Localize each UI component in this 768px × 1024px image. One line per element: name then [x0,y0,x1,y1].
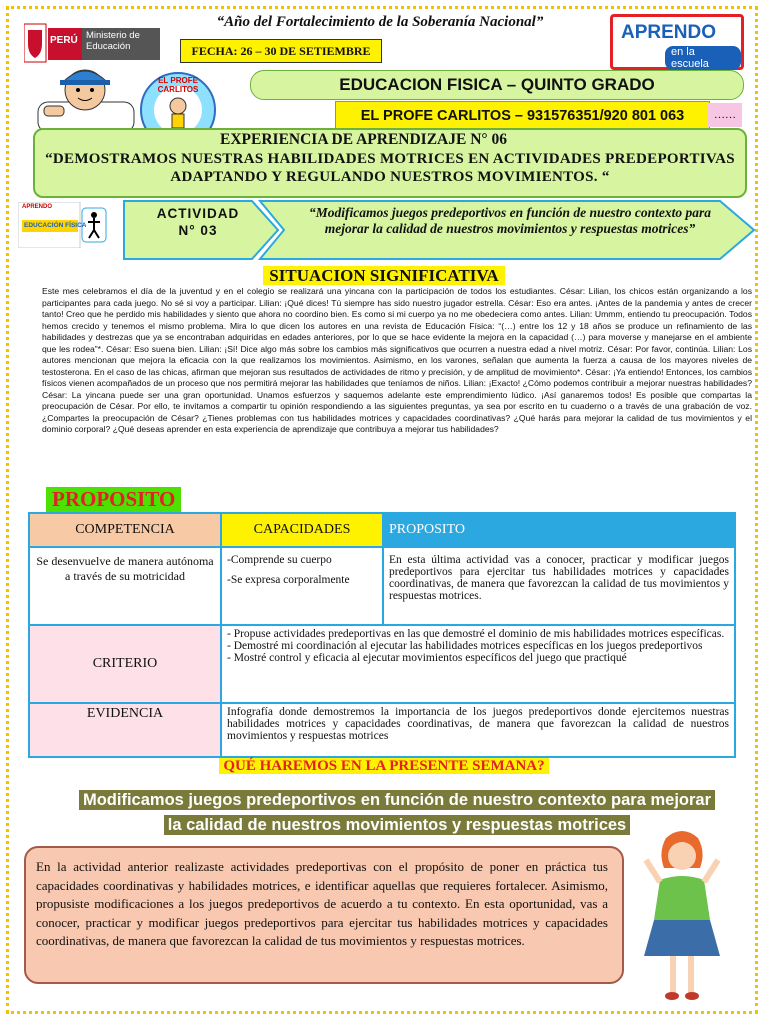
capacity-item: -Se expresa corporalmente [227,574,350,586]
aprendo-logo [610,14,744,70]
competence-cell: Se desenvuelve de manera autónoma a través de su motricidad [29,547,221,625]
week-heading: QUÉ HAREMOS EN LA PRESENTE SEMANA? [219,758,548,774]
activity-label-word: ACTIVIDAD [156,206,240,221]
situation-heading: SITUACION SIGNIFICATIVA [263,266,504,285]
header-capacities: CAPACIDADES [221,513,383,547]
date-label: FECHA: 26 – 30 DE SETIEMBRE [180,39,382,63]
edu-logo-label: EDUCACIÓN FÍSICA [24,222,87,229]
ministry-name: Ministerio de Educación [86,30,140,52]
intro-text: En la actividad anterior realizaste actividades predeportivas con el propósito de poner en práctica tus capacidades coordinativas y habilidades motrices, e identificar aquellas que requieres fortalecer. Asimismo, propusiste modificaciones a los juegos predeportivos de acuerdo a tu contexto. En esta oportunidad, vas a conocer, practicar y modificar juegos predeportivos para ejercitar tus habilidades motrices y capacidades coordinativas, de manera que favorezcan la calidad de tus movimientos y respuestas motrices. [36,859,608,948]
edu-logo-top: APRENDO [22,204,53,210]
header-purpose: PROPOSITO [383,513,735,547]
evidence-cell: Infografía donde demostremos la importancia de los juegos predeportivos donde ejercitemos nuestras habilidades motrices y capacidades coordinativas, de manera que favorezcan la calidad de nuestros movimientos y respuestas motrices [221,703,735,757]
activity-number [138,205,258,239]
criterion-item: - Demostré mi coordinación al ejecutar las habilidades motrices específicas en los juegos predeportivos [227,640,703,652]
purpose-cell: En esta última actividad vas a conocer, practicar y modificar juegos predeportivos para ejercitar tus habilidades motrices y capacidades coordinativas, de manera que favorezcan la calidad de tus movimientos y respuestas motrices. [383,547,735,625]
criterion-item: - Propuse actividades predeportivas en las que demostré el dominio de mis habilidades motrices específicas. [227,628,725,640]
capacities-cell [221,547,383,625]
criterion-label: CRITERIO [29,625,221,703]
girl-illustration [636,828,728,1004]
criteria-cell [221,625,735,703]
evidence-label: EVIDENCIA [29,703,221,757]
experience-title: EXPERIENCIA DE APRENDIZAJE N° 06 [220,131,507,148]
badge-text: EL PROFE CARLITOS [157,76,199,94]
competence-table [28,512,736,758]
criterion-item: - Mostré control y eficacia al ejecutar movimientos específicos del juego que practiqué [227,652,627,664]
aprendo-subtitle: en la escuela [665,46,741,70]
year-motto: “Año del Fortalecimiento de la Soberanía Nacional” [216,14,544,30]
teacher-extra: …… [708,103,742,127]
aprendo-title: APRENDO [621,22,717,43]
teacher-contact: EL PROFE CARLITOS – 931576351/920 801 063 [335,101,710,131]
physical-education-logo [18,202,108,248]
activity-label-number: N° 03 [178,223,218,238]
purpose-heading: PROPOSITO [46,487,181,512]
teacher-illustration [30,62,140,134]
capacity-item: -Comprende su cuerpo [227,554,332,566]
situation-text: Este mes celebramos el día de la juventud y en el colegio se realizará una yincana con la participación de todos los estudiantes. César: Lilian, los chicos están organizando a los participantes para cada juego. No sé si voy a participar. Lilian: ¡Qué dices! Tú siempre has sido nuestro jugador estrella. César: Eso era antes. ¡Antes de la pandemia y antes de crecer tanto! Creo que he perdido mis habilidades y siento que ahora no coordino bien. Es como si mi cuerpo ya no me obedeciera como antes. Lilian: Ummm, entiendo tu preocupación. Todos hemos crecido y tenemos el mismo problema. Mira lo que dicen los autores en una revista de Educación Física: “(…) entre los 12 y 18 años se produce un refinamiento de las habilidades y destrezas que ya se encontraban adquiridas en edades anteriores, por lo que se hace evidente la mejora en la capacidad (…) para moverse y manejarse en el ambiente que les rodea”*. César: Eso suena bien. Lilian: ¡Sí! Dice algo más sobre los cambios más significativos que ocurren a nuestra edad a nivel motriz. César: Por favor, continúa. Lilian: Los autores mencionan que mejora la eficacia con la que realizamos los movimientos. Asimismo, en los varones, señalan que aumenta la fuerza a causa de los mayores niveles de testosterona. En el caso de las chicas, afirman que mejoran sus resultados de actividades de ritmo y precisión, y de amplitud de movimiento*. César: ¡Ya entiendo! Entonces, los cambios físicos vienen acompañados de un proceso que nos permitirá mejorar las habilidades que teníamos de niños. Lilian: ¡Exacto! ¿Cómo podemos contribuir a mejorar nuestras habilidades? César: La yincana puede ser una gran oportunidad. Unamos esfuerzos y saquemos adelante este emprendimiento lúdico. ¡Así ganaremos todos! Es posible que compartas la preocupación de César. Por ello, te invitamos a compartir tu opinión respondiendo a las siguientes preguntas, ya sea por escrito en tu cuaderno o a través de una grabación de voz. ¿Compartes la preocupación de César? ¿Tienes problemas con tus habilidades motrices y capacidades coordinativas? ¿Qué harás para mejorar la calidad de tus movimientos y el dominio corporal? ¿Qué deseas aprender en esta experiencia de aprendizaje que contribuya a mejorar tus habilidades? [42,286,752,434]
ministry-country: PERÚ [50,35,78,46]
header-competence: COMPETENCIA [29,513,221,547]
experience-subtitle: “DEMOSTRAMOS NUESTRAS HABILIDADES MOTRICES EN ACTIVIDADES PREDEPORTIVAS ADAPTANDO Y REGULANDO NUESTROS MOVIMIENTOS. “ [45,151,735,185]
activity-banner: Modificamos juegos predeportivos en función de nuestro contexto para mejorar la calidad de nuestros movimientos y respuestas motrices [79,790,715,835]
activity-title: “Modificamos juegos predeportivos en función de nuestro contexto para mejorar la calidad de nuestros movimientos y respuestas motrices” [308,205,711,236]
course-title: EDUCACION FISICA – QUINTO GRADO [250,70,744,100]
ministry-logo [24,22,162,66]
